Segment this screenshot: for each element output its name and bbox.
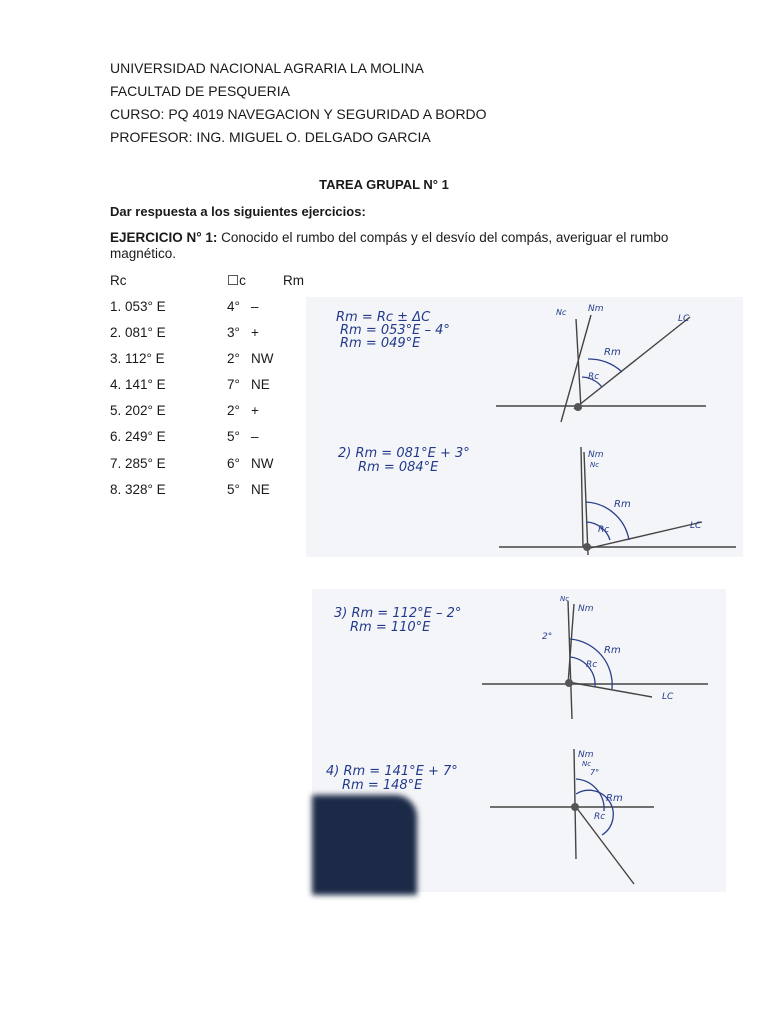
ex3-lc-label: LC: [662, 692, 674, 702]
instruction-text: Dar respuesta a los siguientes ejercicios:: [110, 204, 366, 219]
ex2-formula: 2) Rm = 081°E + 3°: [338, 446, 470, 461]
faculty-line: FACULTAD DE PESQUERIA: [110, 83, 290, 99]
ex2-rm-label: Rm: [614, 499, 631, 510]
row-rc: 3. 112° E: [110, 351, 165, 366]
professor-line: PROFESOR: ING. MIGUEL O. DELGADO GARCIA: [110, 129, 431, 145]
university-line: UNIVERSIDAD NACIONAL AGRARIA LA MOLINA: [110, 60, 424, 76]
row-dir: NE: [251, 482, 270, 497]
ex4-formula: 4) Rm = 141°E + 7°: [326, 764, 458, 779]
row-dir: NE: [251, 377, 270, 392]
handwritten-diagrams-1: [306, 297, 743, 557]
row-dev: 3°: [227, 325, 240, 340]
row-dir: –: [251, 299, 259, 314]
exercise-label: EJERCICIO N° 1:: [110, 230, 218, 245]
row-dir: –: [251, 429, 259, 444]
ex4-rm-arc: [576, 779, 604, 811]
ex1-line2: Rm = 053°E – 4°: [340, 323, 450, 338]
ex1-line3: Rm = 049°E: [340, 336, 421, 351]
ex2-nm-label: Nm: [588, 450, 604, 460]
row-rc: 2. 081° E: [110, 325, 166, 340]
ex2-lc-label: LC: [690, 521, 702, 531]
row-dev: 7°: [227, 377, 240, 392]
header-deviation: ☐c: [227, 273, 246, 288]
ex2-rc-label: Rc: [598, 525, 610, 535]
row-rc: 7. 285° E: [110, 456, 166, 471]
ex3-rc-label: Rc: [586, 660, 598, 670]
ex1-rm-arc: [588, 359, 622, 372]
row-dir: +: [251, 325, 259, 340]
ex4-rm-label: Rm: [606, 793, 623, 804]
exercise-text: Conocido el rumbo del compás y el desvío del compás, averiguar el rumbo magnético.: [110, 230, 669, 261]
assignment-title: TAREA GRUPAL N° 1: [319, 177, 449, 192]
ex4-nc-label: Nc: [582, 760, 592, 768]
ex3-nc-label: Nc: [560, 595, 570, 603]
row-dir: NW: [251, 351, 274, 366]
ex4-origin-dot: [571, 803, 579, 811]
row-dev: 5°: [227, 482, 240, 497]
ex3-result: Rm = 110°E: [350, 620, 431, 635]
header-rc: Rc: [110, 273, 127, 288]
ex1-course-line: [574, 317, 690, 409]
ex1-formula: Rm = Rc ± ΔC: [336, 310, 431, 325]
ex2-nc-label: Nc: [590, 461, 600, 469]
ex3-rm-label: Rm: [604, 645, 621, 656]
ex1-nm-label: Nm: [588, 304, 604, 314]
ex3-formula: 3) Rm = 112°E – 2°: [334, 606, 462, 621]
ex2-origin-dot: [583, 543, 591, 551]
ex4-nm-label: Nm: [578, 750, 594, 760]
row-dev: 5°: [227, 429, 240, 444]
ex3-origin-dot: [565, 679, 573, 687]
row-rc: 1. 053° E: [110, 299, 166, 314]
row-dev: 2°: [227, 351, 240, 366]
finger-shadow: [312, 795, 417, 895]
handwritten-photo-1: [306, 297, 743, 557]
row-dir: NW: [251, 456, 274, 471]
ex3-degree-label: 2°: [542, 632, 553, 642]
ex4-result: Rm = 148°E: [342, 778, 423, 793]
course-line: CURSO: PQ 4019 NAVEGACION Y SEGURIDAD A BORDO: [110, 106, 487, 122]
row-dev: 4°: [227, 299, 240, 314]
ex1-nc-label: Nc: [556, 308, 567, 317]
ex4-rc-label: Rc: [594, 812, 606, 822]
ex2-nm-line: [581, 447, 583, 547]
row-rc: 6. 249° E: [110, 429, 166, 444]
ex2-nc-line: [584, 452, 588, 555]
ex1-origin-dot: [574, 403, 582, 411]
ex1-rm-label: Rm: [604, 347, 621, 358]
header-rm: Rm: [283, 273, 304, 288]
row-rc: 4. 141° E: [110, 377, 166, 392]
exercise-statement: [110, 230, 670, 262]
ex4-degree-label: 7°: [590, 768, 600, 777]
row-dev: 6°: [227, 456, 240, 471]
ex1-rc-label: Rc: [588, 372, 600, 382]
ex3-nm-label: Nm: [578, 604, 594, 614]
row-dev: 2°: [227, 403, 240, 418]
ex2-result: Rm = 084°E: [358, 460, 439, 475]
ex1-lc-label: LC: [678, 314, 690, 324]
row-rc: 8. 328° E: [110, 482, 166, 497]
row-rc: 5. 202° E: [110, 403, 166, 418]
row-dir: +: [251, 403, 259, 418]
